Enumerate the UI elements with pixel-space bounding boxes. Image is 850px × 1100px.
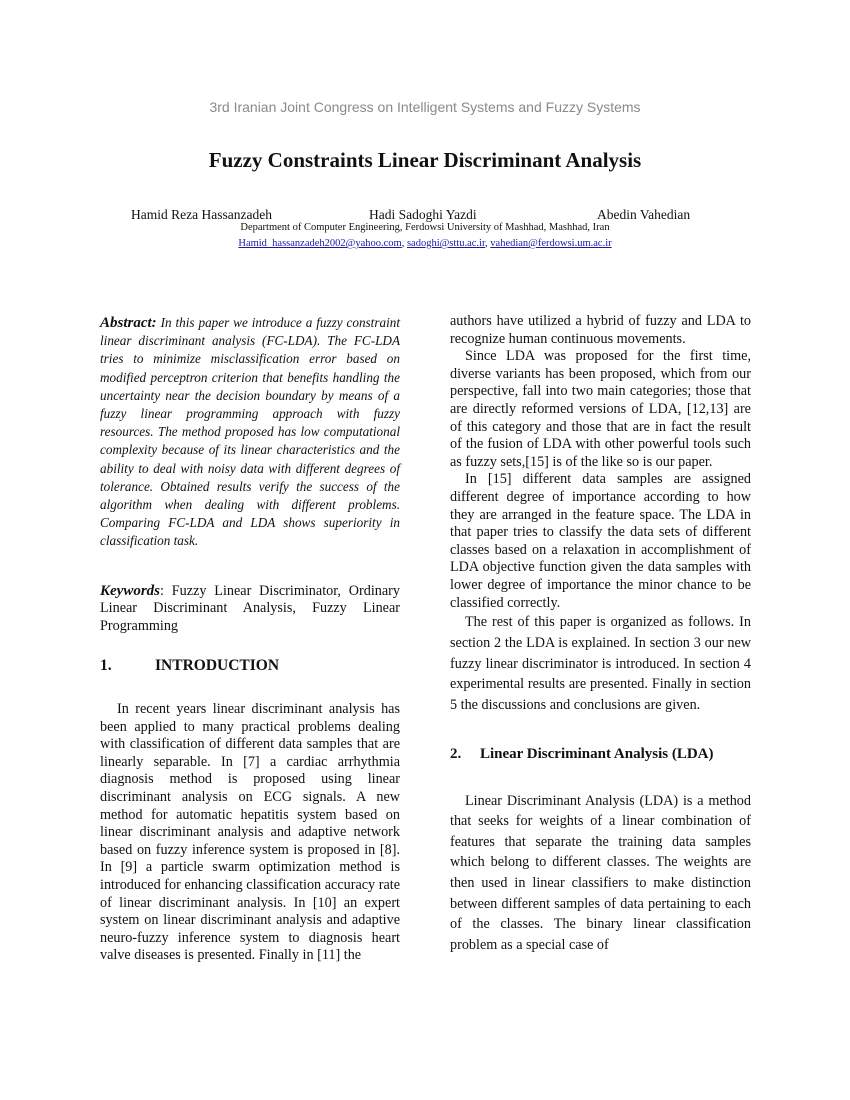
author-3: Abedin Vahedian xyxy=(597,207,691,222)
keywords xyxy=(100,583,400,636)
left-column xyxy=(100,314,400,965)
email-link-2[interactable]: sadoghi@sttu.ac.ir xyxy=(406,238,486,249)
abstract-text: In this paper we introduce a fuzzy constraint linear discriminant analysis (FC-LDA). The FC-LDA tries to minimize misclassification error based on modified perceptron criterion that benefits handling the uncertainty near the decision boundary by means of a fuzzy linear programming approach with fuzzy resources. The method proposed has low computational complexity because of its linear characteristics and the ability to deal with noisy data with different degrees of tolerance. Obtained results verify the success of the algorithm when dealing with different problems. Comparing FC-LDA and LDA shows superiority in classification task. xyxy=(100,315,400,549)
abstract xyxy=(100,314,400,551)
abstract-label: Abstract: xyxy=(100,315,157,331)
email-list xyxy=(0,238,850,249)
email-separator: , xyxy=(401,238,407,249)
section-1-title: INTRODUCTION xyxy=(155,657,280,675)
keywords-label: Keywords xyxy=(100,582,160,599)
section-1-number: 1. xyxy=(100,657,112,675)
email-separator: , xyxy=(485,238,491,249)
intro-paragraph-1: In recent years linear discriminant analysis has been applied to many practical problems dealing with classification of different data samples that are linearly separable. In [7] a cardiac arrhythmia diagnosis method is proposed using linear discriminant analysis on ECG signals. A new method for automatic hepatitis system based on linear discriminant analysis and adaptive network based on fuzzy inference system is proposed in [8]. In [9] a particle swarm optimization method is introduced for enhancing classification accuracy rate of linear discriminant analysis. In [10] an expert system on linear discriminant analysis and adaptive neuro-fuzzy inference system to diagnosis heart valve diseases is presented. Finally in [11] the xyxy=(100,701,400,964)
author-2: Hadi Sadoghi Yazdi xyxy=(369,207,477,222)
intro-paragraph-4: The rest of this paper is organized as follows. In section 2 the LDA is explained. In section 3 our new fuzzy linear discriminator is introduced. In section 4 experimental results are presented. Finally in section 5 the discussions and conclusions are given. xyxy=(450,614,751,714)
author-1: Hamid Reza Hassanzadeh xyxy=(131,207,272,222)
paper-title: Fuzzy Constraints Linear Discriminant Analysis xyxy=(208,148,642,172)
intro-paragraph-1-continued: authors have utilized a hybrid of fuzzy and LDA to recognize human continuous movements. xyxy=(450,313,751,347)
section-1-heading xyxy=(100,657,400,675)
email-link-1[interactable]: Hamid_hassanzadeh2002@yahoo.com xyxy=(238,238,402,249)
section-2-title: Linear Discriminant Analysis (LDA) xyxy=(480,746,714,763)
affiliation: Department of Computer Engineering, Ferdowsi University of Mashhad, Mashhad, Iran xyxy=(240,222,610,233)
right-column xyxy=(450,313,751,955)
email-link-3[interactable]: vahedian@ferdowsi.um.ac.ir xyxy=(490,238,612,249)
section-2-heading xyxy=(450,746,751,764)
lda-paragraph-1: Linear Discriminant Analysis (LDA) is a method that seeks for weights of a linear combination of features that separate the training data samples which belong to different classes. The weights are then used in linear classifiers to make distinction between different samples of data pertaining to each of the classes. The binary linear classification problem as a special case of xyxy=(450,792,751,953)
conference-header: 3rd Iranian Joint Congress on Intelligent Systems and Fuzzy Systems xyxy=(209,99,641,115)
keywords-text: : Fuzzy Linear Discriminator, Ordinary Linear Discriminant Analysis, Fuzzy Linear Programming xyxy=(100,582,400,634)
intro-paragraph-3: In [15] different data samples are assigned different degree of importance according to how they are arranged in the feature space. The LDA in that paper tries to classify the data sets of different classes based on a relaxation in accomplishment of LDA objective function given the data samples with lower degree of importance the minor chance to be classified correctly. xyxy=(450,471,751,611)
section-2-number: 2. xyxy=(450,746,462,763)
intro-paragraph-2: Since LDA was proposed for the first time, diverse variants has been proposed, which from our perspective, fall into two main categories; those that are directly reformed versions of LDA, [12,13] are of this category and those that are in fact the result of the fusion of LDA with other powerful tools such as fuzzy sets,[15] is of the like so is our paper. xyxy=(450,348,751,470)
